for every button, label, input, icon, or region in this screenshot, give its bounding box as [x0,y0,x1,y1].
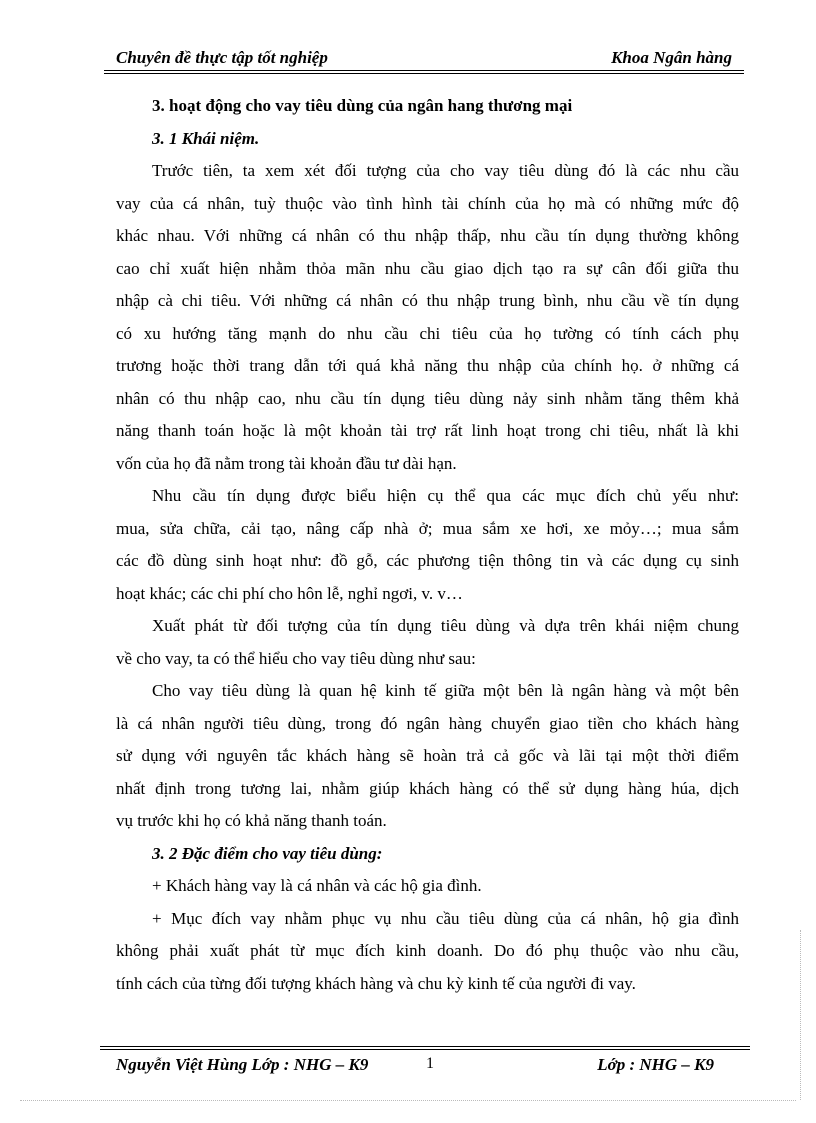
paragraph-line: trương hoặc thời trang dẫn tới quá khả năng thu nhập của chính họ. ở những cá [116,356,739,375]
footer-author-text: Nguyễn Việt Hùng Lớp : NHG – K9 [116,1055,369,1074]
paragraph-line: về cho vay, ta có thể hiểu cho vay tiêu dùng như sau: [116,648,476,668]
paragraph-line: cao chỉ xuất hiện nhằm thỏa mãn nhu cầu giao dịch tạo ra sự cân đối giữa thu [116,258,739,278]
subsection-heading-1: 3. 1 Khái niệm. [152,128,260,148]
paragraph-line: nhất định trong tương lai, nhằm giúp khách hàng có thể sử dụng hàng húa, dịch [116,778,739,798]
header-left-text: Chuyên đề thực tập tốt nghiệp [116,48,328,67]
paragraph-line: năng thanh toán hoặc là một khoản tài trợ rất linh hoạt trong chi tiêu, nhất là khi [116,421,739,440]
paragraph-line: sử dụng với nguyên tắc khách hàng sẽ hoàn trả cả gốc và lãi tại một thời điểm [116,746,739,765]
paragraph-line: Nhu cầu tín dụng được biểu hiện cụ thể qua các mục đích chủ yếu như: [152,486,739,505]
paragraph-line: không phải xuất phát từ mục đích kinh doanh. Do đó phụ thuộc vào nhu cầu, [116,941,739,960]
page-edge-dotted-line [20,1100,796,1101]
footer-rule-thin [100,1046,750,1047]
bullet-item: + Khách hàng vay là cá nhân và các hộ gia đình. [152,876,482,895]
paragraph-line: nhập cà chi tiêu. Với những cá nhân có thu nhập trung bình, nhu cầu về tín dụng [116,291,739,310]
document-body [116,90,739,1000]
footer-rule [100,1049,750,1050]
footer-class-text: Lớp : NHG – K9 [597,1055,714,1074]
paragraph-line: khác nhau. Với những cá nhân có thu nhập thấp, nhu cầu tín dụng thường không [116,226,739,245]
paragraph-line: vụ trước khi họ có khả năng thanh toán. [116,811,387,830]
page-footer [104,1055,744,1077]
paragraph-line: có xu hướng tăng mạnh do nhu cầu chi tiêu của họ tường có tính cách phụ [116,323,739,343]
paragraph-line: Xuất phát từ đối tượng của tín dụng tiêu dùng và dựa trên khái niệm chung [152,616,739,635]
paragraph-line: vay của cá nhân, tuỳ thuộc vào tình hình tài chính của họ mà có những mức độ [116,193,739,213]
bullet-item: + Mục đích vay nhằm phục vụ nhu cầu tiêu dùng của cá nhân, hộ gia đình [152,908,739,928]
paragraph-line: hoạt khác; các chi phí cho hôn lễ, nghỉ ngơi, v. v… [116,583,463,603]
paragraph-line: Cho vay tiêu dùng là quan hệ kinh tế giữa một bên là ngân hàng và một bên [152,681,739,700]
header-right-text: Khoa Ngân hàng [611,48,732,67]
section-title: 3. hoạt động cho vay tiêu dùng của ngân hang thương mại [152,96,573,115]
page-edge-dotted-line-vertical [800,930,801,1100]
paragraph-line: Trước tiên, ta xem xét đối tượng của cho vay tiêu dùng đó là các nhu cầu [152,161,739,180]
paragraph-line: vốn của họ đã nằm trong tài khoản đầu tư dài hạn. [116,453,457,473]
paragraph-line: là cá nhân người tiêu dùng, trong đó ngân hàng chuyển giao tiền cho khách hàng [116,713,739,733]
subsection-heading-2: 3. 2 Đặc điểm cho vay tiêu dùng: [152,843,383,863]
header-rule-thin [104,73,744,74]
header-rule [104,70,744,71]
paragraph-line: tính cách của từng đối tượng khách hàng và chu kỳ kinh tế của người đi vay. [116,973,636,993]
page-header [104,48,744,70]
page-number: 1 [426,1055,434,1072]
paragraph-line: nhân có thu nhập cao, nhu cầu tín dụng tiêu dùng nảy sinh nhằm tăng thêm khả [116,388,739,408]
paragraph-line: mua, sửa chữa, cải tạo, nâng cấp nhà ở; mua sắm xe hơi, xe mỏy…; mua sắm [116,518,739,538]
paragraph-line: các đồ dùng sinh hoạt như: đồ gỗ, các phương tiện thông tin và các dụng cụ sinh [116,551,739,570]
